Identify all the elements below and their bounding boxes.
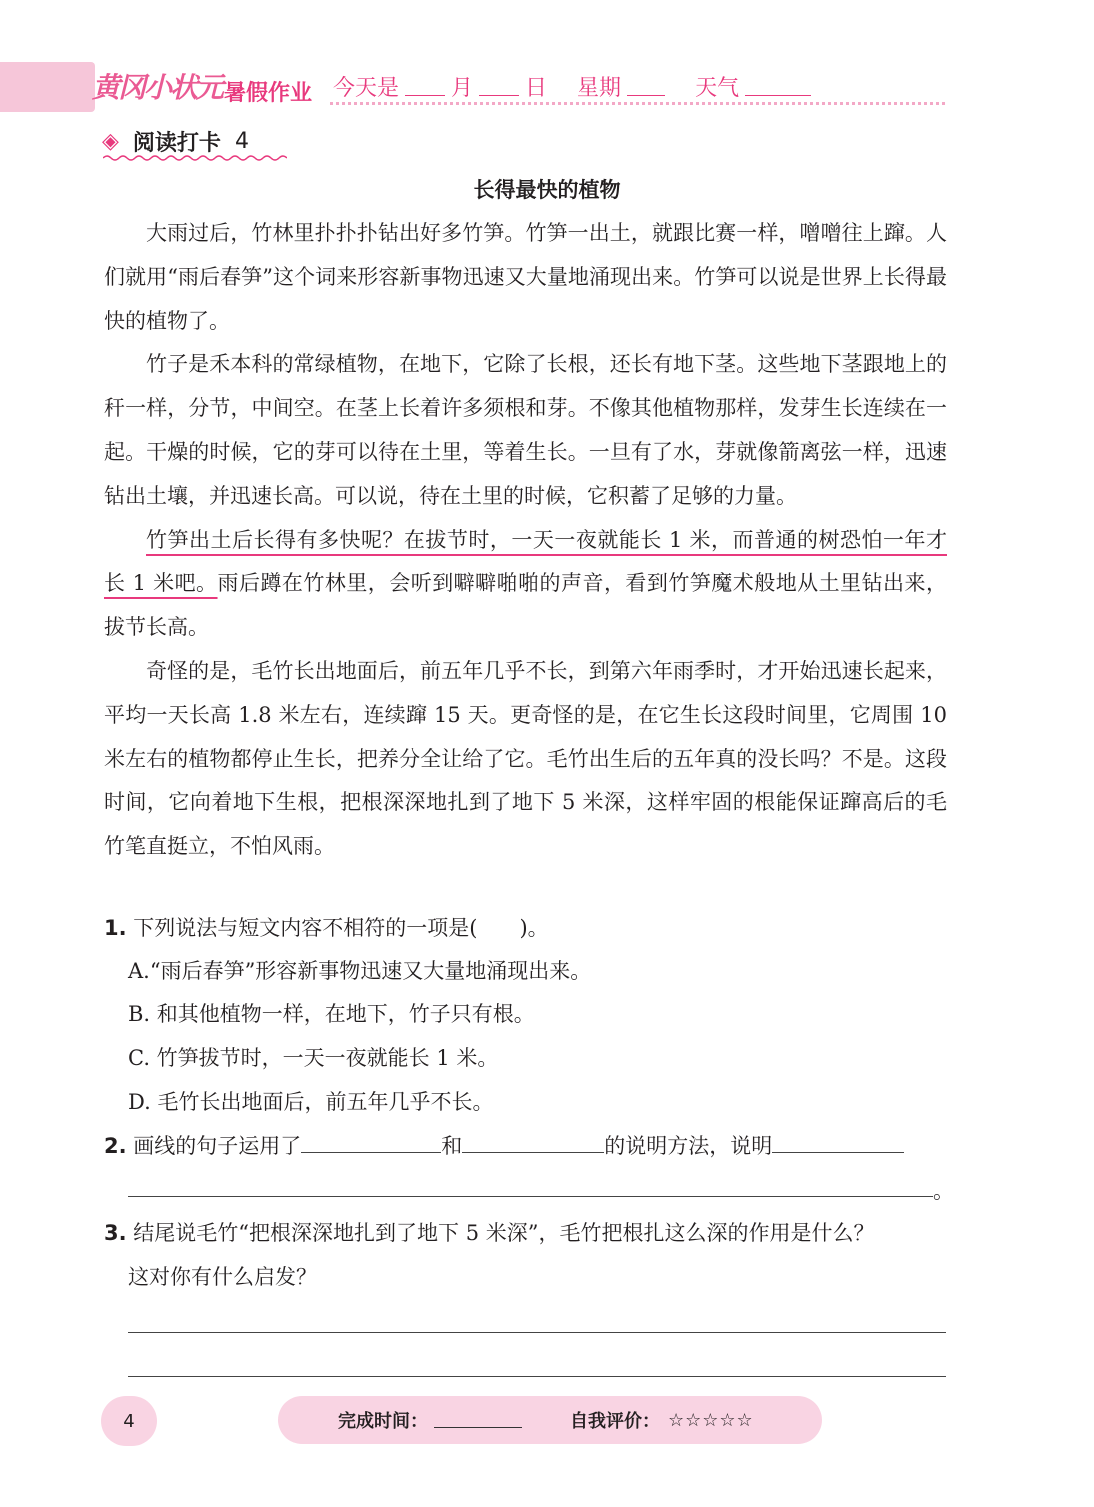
answer-blank-explain[interactable] [772,1151,904,1153]
page-number [101,1396,157,1446]
header-dotted-divider [330,102,945,105]
question-2-part1: 画线的句子运用了 [133,1134,302,1158]
answer-line-q3-2[interactable] [128,1376,946,1377]
question-2-end: 。 [933,1179,954,1203]
option-d[interactable]: D. 毛竹长出地面后，前五年几乎不长。 [128,1090,494,1114]
question-2-part2: 和 [441,1134,463,1158]
article-title: 长得最快的植物 [473,178,621,202]
question-2 [104,1125,947,1168]
question-2-number: 2. [104,1134,127,1158]
article-paragraph-4: 奇怪的是，毛竹长出地面后，前五年几乎不长，到第六年雨季时，才开始迅速长起来，平均一天长高 1.8 米左右，连续蹿 15 天。更奇怪的是，在它生长这段时间里，它周围 10 米左右的植物都停止生长，把养分全让给了它。毛竹出生后的五年真的没长吗？不是。这段时间，它向着地下生根，把根深深地扎到了地下 5 米深，这样牢固的根能保证蹿高后的毛竹笔直挺立，不怕风雨。 [104,658,947,859]
option-b[interactable]: B. 和其他植物一样，在地下，竹子只有根。 [128,1002,535,1026]
article-paragraph-1: 大雨过后，竹林里扑扑扑钻出好多竹笋。竹笋一出土，就跟比赛一样，噌噌往上蹿。人们就用“雨后春笋”这个词来形容新事物迅速又大量地涌现出来。竹笋可以说是世界上长得最快的植物了。 [104,221,947,333]
wavy-underline [103,154,287,162]
section-label: 阅读打卡 [132,131,221,156]
question-3-line-1: 结尾说毛竹“把根深深地扎到了地下 5 米深”，毛竹把根扎这么深的作用是什么？ [133,1221,875,1245]
answer-blank-method-2[interactable] [462,1151,604,1153]
brand-logo: 黄冈小状元 [92,71,223,104]
question-1-text: 下列说法与短文内容不相符的一项是( )。 [133,916,549,940]
date-day-label: 日 [525,76,548,101]
answer-line-q2[interactable] [128,1196,933,1197]
homework-label: 暑假作业 [224,81,313,106]
answer-blank-method-1[interactable] [301,1151,441,1153]
question-2-part3: 的说明方法，说明 [604,1134,773,1158]
weather-blank[interactable] [745,94,811,96]
diamond-icon: ◈ [102,129,119,154]
paragraph-3-rest: 雨后蹲在竹林里，会听到噼噼啪啪的声音，看到竹笋魔术般地从土里钻出来，拔节长高。 [104,571,947,640]
question-3-number: 3. [104,1221,127,1245]
star-rating[interactable]: ☆☆☆☆☆ [668,1409,754,1431]
date-weekday-label: 星期 [577,76,622,101]
completion-time-blank[interactable] [434,1413,522,1428]
weekday-blank[interactable] [627,94,665,96]
self-eval-label: 自我评价： [570,1411,660,1432]
question-3 [104,1212,947,1255]
page-number-text: 4 [123,1410,135,1432]
question-1 [104,907,947,950]
article-paragraph-3 [104,519,947,650]
article-body [104,212,947,869]
header-pink-tab [0,62,95,112]
footer-bar [278,1396,822,1444]
date-weather-label: 天气 [695,76,740,101]
answer-line-q3-1[interactable] [128,1332,946,1333]
question-3-line-2: 这对你有什么启发？ [128,1265,317,1289]
underlined-sentence: 竹笋出土后长得有多快呢？在拔节时，一天一夜就能长 1 米，而普通的树恐怕一年才长 1 米吧。 [104,527,947,596]
article-paragraph-2: 竹子是禾本科的常绿植物，在地下，它除了长根，还长有地下茎。这些地下茎跟地上的秆一样，分节，中间空。在茎上长着许多须根和芽。不像其他植物那样，发芽生长连续在一起。干燥的时候，它的芽可以待在土里，等着生长。一旦有了水，芽就像箭离弦一样，迅速钻出土壤，并迅速长高。可以说，待在土里的时候，它积蓄了足够的力量。 [104,352,947,508]
month-blank[interactable] [405,94,445,96]
option-a[interactable]: A.“雨后春笋”形容新事物迅速又大量地涌现出来。 [128,959,592,983]
section-title [102,126,249,157]
section-number: 4 [234,129,249,154]
completion-time-label: 完成时间： [338,1411,428,1432]
question-1-number: 1. [104,916,127,940]
day-blank[interactable] [479,94,519,96]
option-c[interactable]: C. 竹笋拔节时，一天一夜就能长 1 米。 [128,1046,499,1070]
date-month-label: 月 [451,76,474,101]
date-today-label: 今天是 [333,76,400,101]
date-weather-line [333,70,817,102]
